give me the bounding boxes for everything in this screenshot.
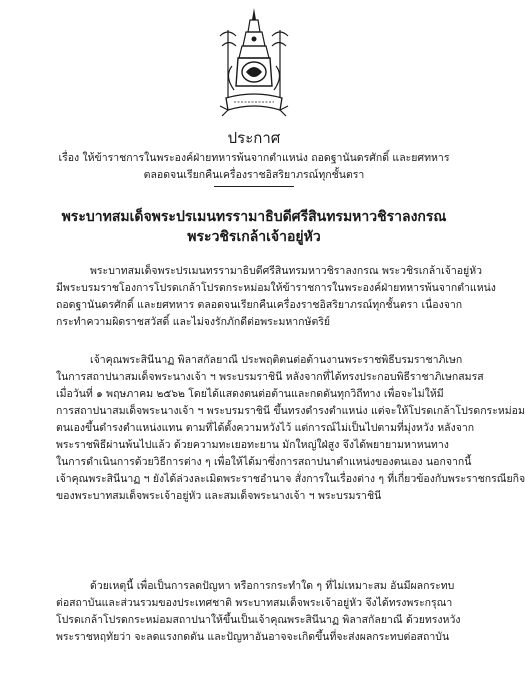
paragraph-3: [56, 578, 476, 646]
paragraph-line: เจ้าคุณพระสินีนาฏ พิลาสกัลยาณี ประพฤติตนต่อต้านงานพระราชพิธีบรมราชาภิเษก: [90, 354, 463, 366]
paragraph-line: ด้วยเหตุนี้ เพื่อเป็นการลดปัญหา หรือการกระทำใด ๆ ที่ไม่เหมาะสม อันมีผลกระทบ: [90, 580, 455, 592]
paragraph-line: พระราชพิธีผ่านพ้นไปแล้ว ด้วยความทะเยอทะยาน มักใหญ่ใฝ่สูง จึงได้พยายามหาหนทาง: [56, 439, 449, 451]
document-title: ประกาศ: [227, 129, 281, 147]
paragraph-line: เมื่อวันที่ ๑ พฤษภาคม ๒๕๖๒ โดยได้แสดงตนต่อต้านและกดดันทุกวิถีทาง เพื่อจะไม่ให้มี: [56, 388, 444, 400]
paragraph-line: กระทำความผิดราชสวัสดิ์ และไม่จงรักภักดีต่อพระมหากษัตริย์: [56, 316, 331, 328]
royal-emblem-icon: [212, 6, 296, 124]
title-divider: [214, 186, 294, 187]
king-title-line-1: พระบาทสมเด็จพระปรเมนทรรามาธิบดีศรีสินทรมหาวชิราลงกรณ: [61, 209, 447, 225]
paragraph-line: ต่อสถาบันและส่วนรวมของประเทศชาติ พระบาทสมเด็จพระเจ้าอยู่หัว จึงได้ทรงพระกรุณา: [56, 597, 453, 609]
paragraph-line: เจ้าคุณพระสินีนาฏ ฯ ยังได้ล่วงละเมิดพระราชอำนาจ สั่งการในเรื่องต่าง ๆ ที่เกี่ยวข้องกับพระราชกรณียกิจ: [56, 473, 525, 485]
paragraph-line: โปรดเกล้าโปรดกระหม่อมสถาปนาให้ขึ้นเป็นเจ้าคุณพระสินีนาฏ พิลาสกัลยาณี ด้วยทรงหวัง: [56, 614, 461, 626]
paragraph-line: ในการสถาปนาสมเด็จพระนางเจ้า ฯ พระบรมราชินี หลังจากที่ได้ทรงประกอบพิธีราชาภิเษกสมรส: [56, 371, 484, 383]
king-title-line-2: พระวชิรเกล้าเจ้าอยู่หัว: [187, 229, 321, 245]
paragraph-line: ของพระบาทสมเด็จพระเจ้าอยู่หัว และสมเด็จพระนางเจ้า ฯ พระบรมราชินี: [56, 490, 382, 502]
paragraph-line: ตนเองขึ้นดำรงตำแหน่งแทน ตามที่ได้ตั้งความหวังไว้ แต่การณ์ไม่เป็นไปตามที่มุ่งหวัง หลังจาก: [56, 422, 475, 434]
paragraph-line: พระราชหฤทัยว่า จะลดแรงกดดัน และปัญหาอันอาจจะเกิดขึ้นที่จะส่งผลกระทบต่อสถาบัน: [56, 631, 450, 643]
paragraph-line: ถอดฐานันดรศักดิ์ และยศทหาร ตลอดจนเรียกคืนเครื่องราชอิสริยาภรณ์ทุกชั้นตรา เนื่องจาก: [56, 299, 463, 311]
paragraph-line: ในการดำเนินการด้วยวิธีการต่าง ๆ เพื่อให้ได้มาซึ่งการสถาปนาตำแหน่งของตนเอง นอกจากนี้: [56, 456, 472, 468]
paragraph-line: พระบาทสมเด็จพระปรเมนทรรามาธิบดีศรีสินทรมหาวชิราลงกรณ พระวชิรเกล้าเจ้าอยู่หัว: [90, 265, 483, 277]
paragraph-line: มีพระบรมราชโองการโปรดเกล้าโปรดกระหม่อมให้ข้าราชการในพระองค์ฝ่ายทหารพ้นจากตำแหน่ง: [56, 282, 496, 294]
paragraph-1: [56, 263, 496, 331]
document-subject-line-1: เรื่อง ให้ข้าราชการในพระองค์ฝ่ายทหารพ้นจากตำแหน่ง ถอดฐานันดรศักดิ์ และยศทหาร: [58, 152, 450, 164]
royal-emblem: [212, 6, 296, 124]
paragraph-2: [56, 352, 525, 505]
document-subject-line-2: ตลอดจนเรียกคืนเครื่องราชอิสริยาภรณ์ทุกชั้นตรา: [143, 169, 365, 181]
paragraph-line: การสถาปนาสมเด็จพระนางเจ้า ฯ พระบรมราชินี ขึ้นทรงดำรงตำแหน่ง แต่จะให้โปรดเกล้าโปรดกระหม่อม: [56, 405, 525, 417]
